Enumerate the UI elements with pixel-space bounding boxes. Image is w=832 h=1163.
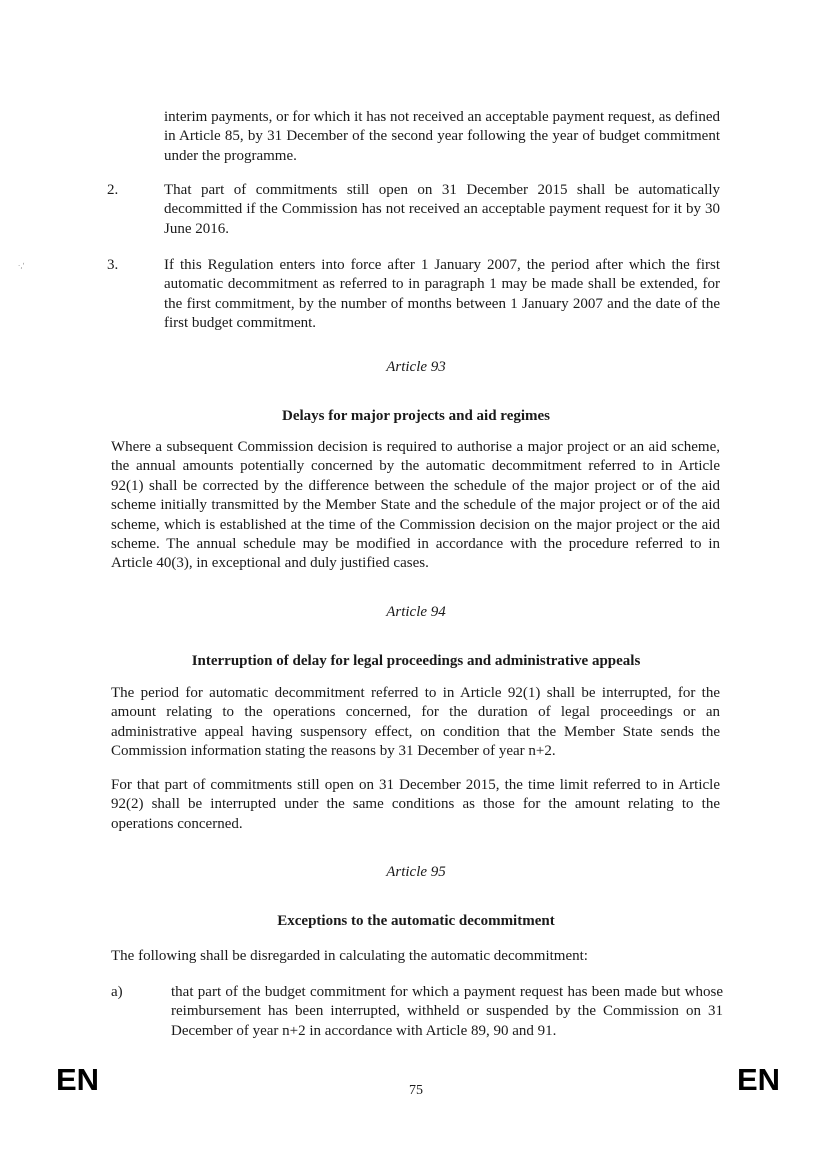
article-95-title: Exceptions to the automatic decommitment — [277, 913, 555, 929]
paragraph-number-3: 3. — [107, 257, 119, 273]
list-item-a: that part of the budget commitment for which a payment request has been made but whose reimbursement has been interrupted, withheld or suspended by the Commission on 31 December of year n+2 in accordance with Article 89, 90 and 91. — [171, 984, 723, 1039]
paragraph-number-2: 2. — [107, 182, 119, 198]
article-94-text-1: The period for automatic decommitment referred to in Article 92(1) shall be interrupted, for the amount relating to the operations concerned, for the duration of legal proceedings or an administrative appeal having suspensory effect, on condition that the Member State sends the Commission information stating the reasons by 31 December of year n+2. — [111, 685, 720, 760]
article-94-text-2: For that part of commitments still open on 31 December 2015, the time limit referred to in Article 92(2) shall be interrupted under the same conditions as those for the amount relating to the operations concerned. — [111, 777, 720, 832]
list-item-label-a: a) — [111, 984, 123, 1000]
scan-speck: ·‚ʻ — [18, 262, 25, 270]
article-94-label: Article 94 — [386, 604, 446, 620]
language-tag-right: EN — [737, 1062, 781, 1097]
article-93-label: Article 93 — [386, 359, 446, 375]
paragraph-3: If this Regulation enters into force after 1 January 2007, the period after which the first automatic decommitment as referred to in paragraph 1 may be made shall be extended, for the first commitment, by the number of months between 1 January 2007 and the date of the first budget commitment. — [164, 257, 720, 332]
article-95-label: Article 95 — [386, 864, 446, 880]
article-95-intro: The following shall be disregarded in calculating the automatic decommitment: — [111, 948, 588, 964]
paragraph-continuation: interim payments, or for which it has not received an acceptable payment request, as defined in Article 85, by 31 December of the second year following the year of budget commitment under the programme. — [164, 109, 720, 164]
article-93-title: Delays for major projects and aid regimes — [281, 408, 551, 424]
paragraph-2: That part of commitments still open on 31 December 2015 shall be automatically decommitted if the Commission has not received an acceptable payment request for it by 30 June 2016. — [164, 182, 720, 237]
article-94-title: Interruption of delay for legal proceedings and administrative appeals — [191, 653, 641, 669]
language-tag-left: EN — [56, 1062, 100, 1097]
page-number: 75 — [409, 1083, 423, 1098]
article-93-text: Where a subsequent Commission decision is required to authorise a major project or an aid scheme, the annual amounts potentially concerned by the automatic decommitment referred to in Article 92(1) shall be corrected by the difference between the schedule of the major project or of the aid scheme initially transmitted by the Member State and the schedule of the major project or of the aid scheme, which is established at the time of the Commission decision on the major project or the aid scheme. The annual schedule may be modified in accordance with the procedure referred to in Article 40(3), in exceptional and duly justified cases. — [111, 439, 720, 572]
